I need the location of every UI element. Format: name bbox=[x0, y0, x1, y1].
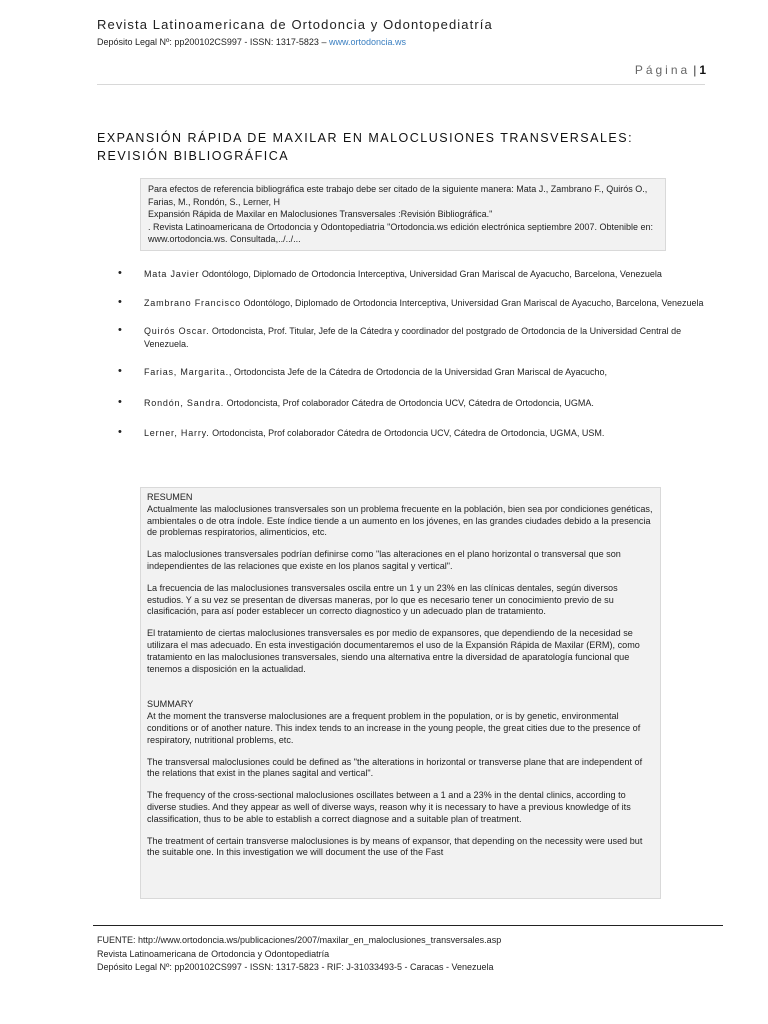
author-name: Quirós Oscar. bbox=[144, 326, 210, 336]
footer-journal: Revista Latinoamericana de Ortodoncia y Odontopediatría bbox=[97, 948, 330, 959]
author-name: Farias, Margarita. bbox=[144, 367, 229, 377]
author-description: Ortodoncista, Prof. Titular, Jefe de la Cátedra y coordinador del postgrado de Ortodoncia de la Universidad Central de Venezuela. bbox=[144, 326, 682, 349]
deposit-line bbox=[97, 37, 406, 47]
author-name: Zambrano Francisco bbox=[144, 297, 241, 308]
bullet-icon: • bbox=[118, 365, 122, 377]
summary-paragraph: At the moment the transverse maloclusiones are a frequent problem in the population, or is by genetic, environmental conditions or of another nature. This index tends to an increase in the young people, the great cities due to the presence of respiratory, nutritional problems, etc. bbox=[147, 711, 641, 745]
author-name: Rondón, Sandra. bbox=[144, 397, 225, 408]
bullet-icon: • bbox=[118, 324, 122, 336]
citation-line: . Revista Latinoamericana de Ortodoncia y Odontopediatria "Ortodoncia.ws edición electrónica septiembre 2007. Obtenible en: www.ortodoncia.ws. Consultada,../../... bbox=[148, 221, 653, 244]
footer bbox=[97, 934, 717, 975]
page-word: Página bbox=[634, 63, 691, 77]
author-description: Ortodoncista, Prof colaborador Cátedra de Ortodoncia UCV, Cátedra de Ortodoncia, UGMA. bbox=[224, 397, 594, 408]
summary-paragraph: The treatment of certain transverse maloclusiones is by means of expansor, that depending on the necessity were used but the suitable one. In this investigation we will document the use of the Fast bbox=[147, 835, 643, 858]
author-item bbox=[118, 366, 708, 379]
author-list bbox=[118, 268, 708, 440]
author-item bbox=[118, 397, 708, 410]
author-item bbox=[118, 427, 708, 440]
page-indicator bbox=[635, 63, 706, 77]
page-separator: | bbox=[693, 63, 697, 77]
section-gap bbox=[147, 685, 653, 699]
deposit-text: Depósito Legal Nº: pp200102CS997 - ISSN: 1317-5823 – bbox=[97, 37, 329, 47]
summary-paragraph: The transversal maloclusiones could be defined as "the alterations in horizontal or transverse plane that are independent of the relations that exist in the planes sagital and vertical". bbox=[147, 756, 643, 779]
bullet-icon: • bbox=[118, 395, 122, 408]
summary-heading: SUMMARY bbox=[147, 699, 194, 710]
abstract-box bbox=[140, 487, 661, 899]
resumen-paragraph: El tratamiento de ciertas maloclusiones transversales es por medio de expansores, que dependiendo de la necesidad se utilizara el mas adecuado. En esta investigación documentaremos el uso de la Expansión Rápida de Maxilar (ERM), como tratamiento en las maloclusiones transversales, siendo una alternativa entre la diversidad de aparatología funcional que tenemos a disposición en la actualidad. bbox=[147, 628, 640, 674]
footer-deposit: Depósito Legal Nº: pp200102CS997 - ISSN: 1317-5823 - RIF: J-31033493-5 - Caracas - Venezuela bbox=[97, 962, 494, 972]
author-item bbox=[118, 297, 708, 310]
website-link[interactable]: www.ortodoncia.ws bbox=[328, 37, 406, 47]
bullet-icon: • bbox=[118, 295, 122, 308]
resumen-paragraph: Las maloclusiones transversales podrían definirse como "las alteraciones en el plano horizontal o transversal que son independientes de las relaciones que existe en los planos sagital y vertical". bbox=[147, 549, 621, 571]
footer-source[interactable]: FUENTE: http://www.ortodoncia.ws/publicaciones/2007/maxilar_en_maloclusiones_transversales.asp bbox=[97, 935, 502, 945]
citation-line: Expansión Rápida de Maxilar en Maloclusiones Transversales :Revisión Bibliográfica." bbox=[148, 209, 493, 219]
resumen-heading: RESUMEN bbox=[147, 492, 193, 502]
bullet-icon: • bbox=[118, 426, 122, 438]
author-description: Odontólogo, Diplomado de Ortodoncia Interceptiva, Universidad Gran Mariscal de Ayacucho, Barcelona, Venezuela bbox=[199, 269, 662, 279]
author-description: Odontólogo, Diplomado de Ortodoncia Interceptiva, Universidad Gran Mariscal de Ayacucho, Barcelona, Venezuela bbox=[240, 297, 704, 308]
resumen-paragraph: Actualmente las maloclusiones transversales son un problema frecuente en la población, bien sea por condiciones genéticas, ambientales o de otra índole. Este índice tiende a un aumento en los jóvenes, en las grandes ciudades debido a la presencia de problemas respiratorios, alimenticios, etc. bbox=[147, 503, 653, 538]
author-description: Ortodoncista, Prof colaborador Cátedra de Ortodoncia UCV, Cátedra de Ortodoncia, UGMA, USM. bbox=[209, 428, 605, 438]
footer-divider bbox=[93, 925, 723, 926]
author-name: Lerner, Harry. bbox=[144, 428, 210, 438]
author-item bbox=[118, 325, 708, 350]
article-title: EXPANSIÓN RÁPIDA DE MAXILAR EN MALOCLUSIONES TRANSVERSALES: REVISIÓN BIBLIOGRÁFICA bbox=[97, 131, 634, 163]
page-number: 1 bbox=[699, 63, 706, 77]
citation-box bbox=[140, 178, 666, 251]
journal-title: Revista Latinoamericana de Ortodoncia y Odontopediatría bbox=[97, 17, 493, 32]
resumen-paragraph: La frecuencia de las maloclusiones transversales oscila entre un 1 y un 23% en las clínicas dentales, según diversos estudios. Y a su vez se presentan de diversas maneras, por lo que es necesario tener un conocimiento previo de su clasificación, para así poder establecer un correcto diagnostico y un adecuado plan de tratamiento. bbox=[147, 582, 618, 617]
citation-line: Para efectos de referencia bibliográfica este trabajo debe ser citado de la siguiente manera: Mata J., Zambrano F., Quirós O., Farias, M., Rondón, S., Lerner, H bbox=[148, 184, 648, 207]
author-description: , Ortodoncista Jefe de la Cátedra de Ortodoncia de la Universidad Gran Mariscal de Ayacucho, bbox=[228, 367, 607, 377]
author-name: Mata Javier bbox=[144, 269, 200, 279]
bullet-icon: • bbox=[118, 267, 122, 279]
author-item bbox=[118, 268, 708, 281]
summary-paragraph: The frequency of the cross-sectional maloclusiones oscillates between a 1 and a 23% in the dental clinics, according to diverse studies. And they appear as well of diverse ways, reason why it is necessary to have a previous knowledge of its classification, thus to be able to establish a correct diagnose and a suitable plan of treatment. bbox=[147, 790, 631, 824]
header-divider bbox=[97, 84, 705, 85]
